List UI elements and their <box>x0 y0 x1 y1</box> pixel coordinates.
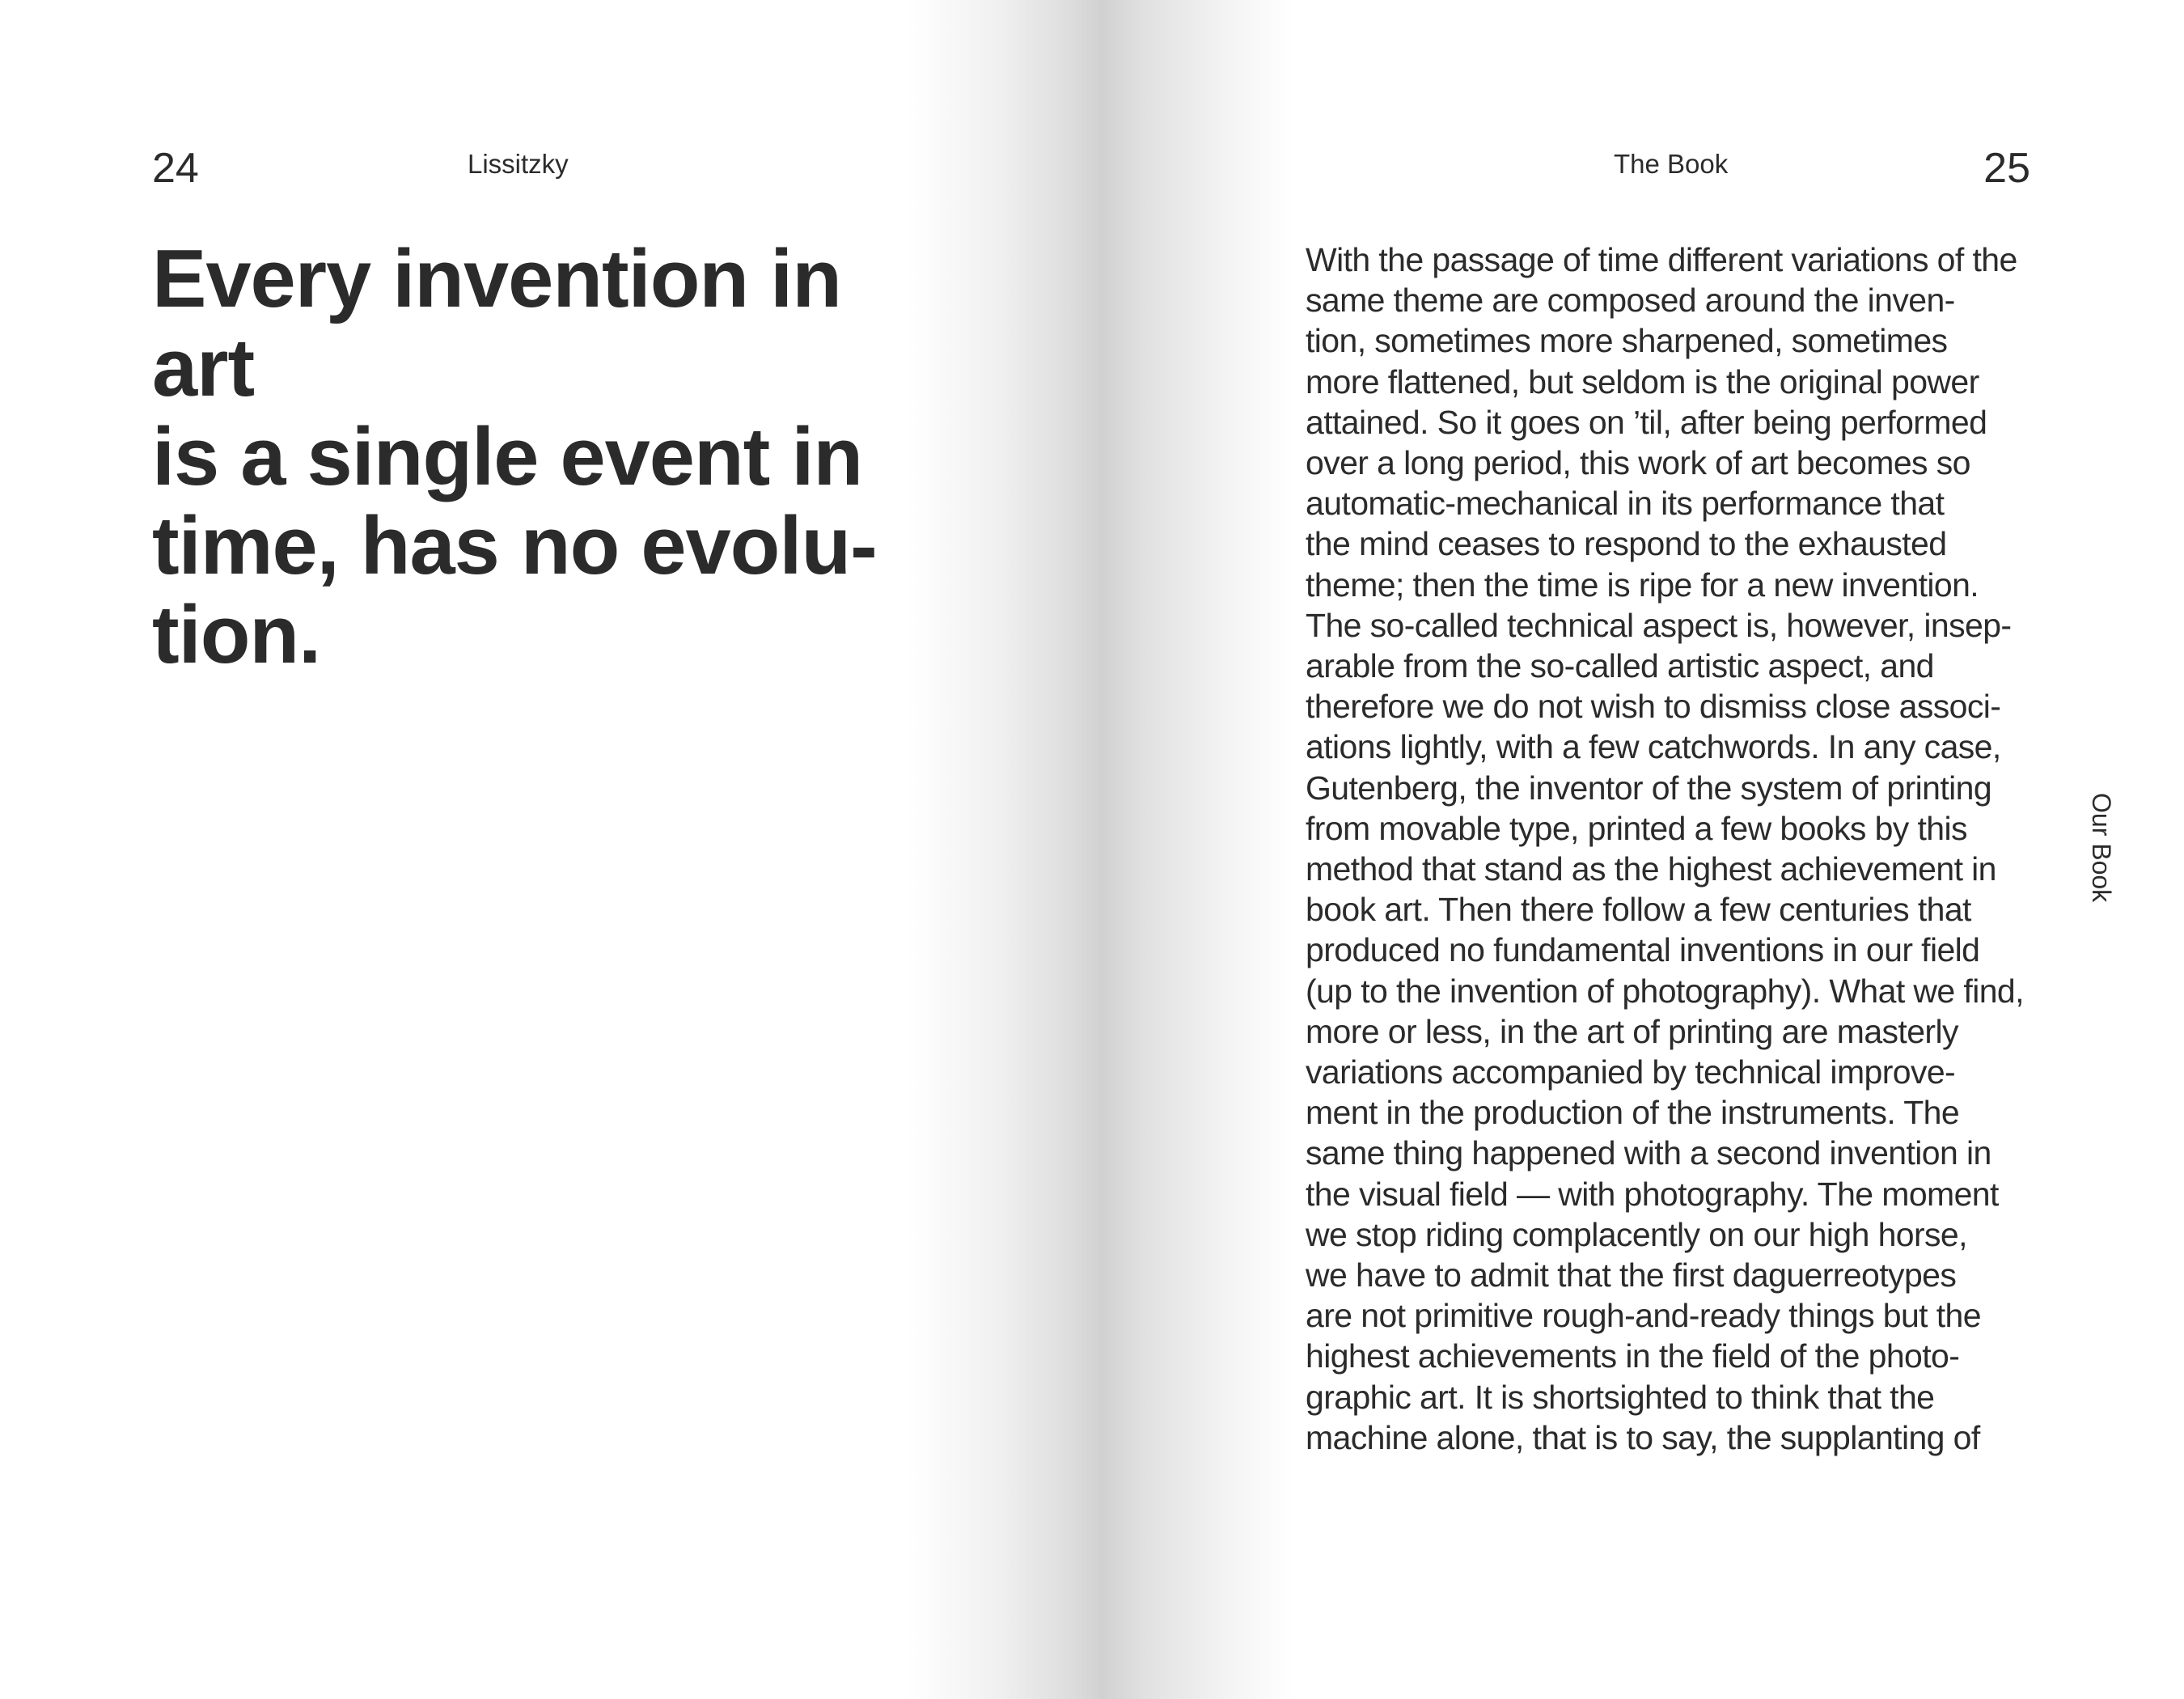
page-number-right: 25 <box>1983 145 2030 192</box>
body-text-line: more flattened, but seldom is the original power <box>1306 362 1979 400</box>
pull-quote: Every invention in art is a single event in time, has no evolu- tion. <box>152 234 877 680</box>
body-text-line: produced no fundamental inventions in our field <box>1306 931 1980 969</box>
body-text-line: book art. Then there follow a few centuries that <box>1306 891 1971 929</box>
body-text-line: With the passage of time different variations of the <box>1306 241 2017 278</box>
body-text-line: more or less, in the art of printing are masterly <box>1306 1012 1958 1050</box>
body-text-line: ations lightly, with a few catchwords. In any case, <box>1306 728 2001 766</box>
body-text-line: graphic art. It is shortsighted to think that the <box>1306 1378 1935 1416</box>
body-text-line: over a long period, this work of art becomes so <box>1306 444 1970 482</box>
body-text-line: theme; then the time is ripe for a new invention. <box>1306 566 1979 604</box>
body-text-line: Gutenberg, the inventor of the system of printing <box>1306 769 1992 807</box>
body-text-line: are not primitive rough-and-ready things but the <box>1306 1297 1981 1335</box>
body-text-line: ment in the production of the instruments. The <box>1306 1094 1960 1132</box>
body-text-line: tion, sometimes more sharpened, sometimes <box>1306 322 1948 360</box>
body-text-line: variations accompanied by technical improve- <box>1306 1053 1956 1091</box>
body-text-line: the visual field — with photography. The moment <box>1306 1175 1999 1213</box>
body-text-line: highest achievements in the field of the photo- <box>1306 1337 1960 1375</box>
page-number-left: 24 <box>152 145 199 192</box>
body-text-line: therefore we do not wish to dismiss close associ- <box>1306 688 2001 726</box>
body-text <box>1306 239 2050 1458</box>
body-text-line: we have to admit that the first daguerreotypes <box>1306 1256 1957 1294</box>
body-text-line: same thing happened with a second invention in <box>1306 1134 1991 1172</box>
side-label-our-book: Our Book <box>2087 793 2116 903</box>
body-text-line: method that stand as the highest achievement in <box>1306 850 1996 888</box>
body-text-line: arable from the so-called artistic aspect, and <box>1306 647 1934 685</box>
body-text-line: attained. So it goes on ’til, after being performed <box>1306 403 1987 441</box>
body-text-line: automatic-mechanical in its performance that <box>1306 485 1945 523</box>
body-text-line: same theme are composed around the inven- <box>1306 282 1955 320</box>
body-text-line: (up to the invention of photography). What we find, <box>1306 972 2024 1010</box>
body-text-line: machine alone, that is to say, the supplanting of <box>1306 1418 1980 1456</box>
running-head-right: The Book <box>1614 149 1729 179</box>
running-head-left: Lissitzky <box>468 149 569 179</box>
body-text-line: we stop riding complacently on our high horse, <box>1306 1215 1967 1253</box>
body-text-line: The so-called technical aspect is, however, insep- <box>1306 606 2012 644</box>
body-text-line: the mind ceases to respond to the exhausted <box>1306 525 1947 563</box>
body-text-line: from movable type, printed a few books by this <box>1306 809 1967 847</box>
